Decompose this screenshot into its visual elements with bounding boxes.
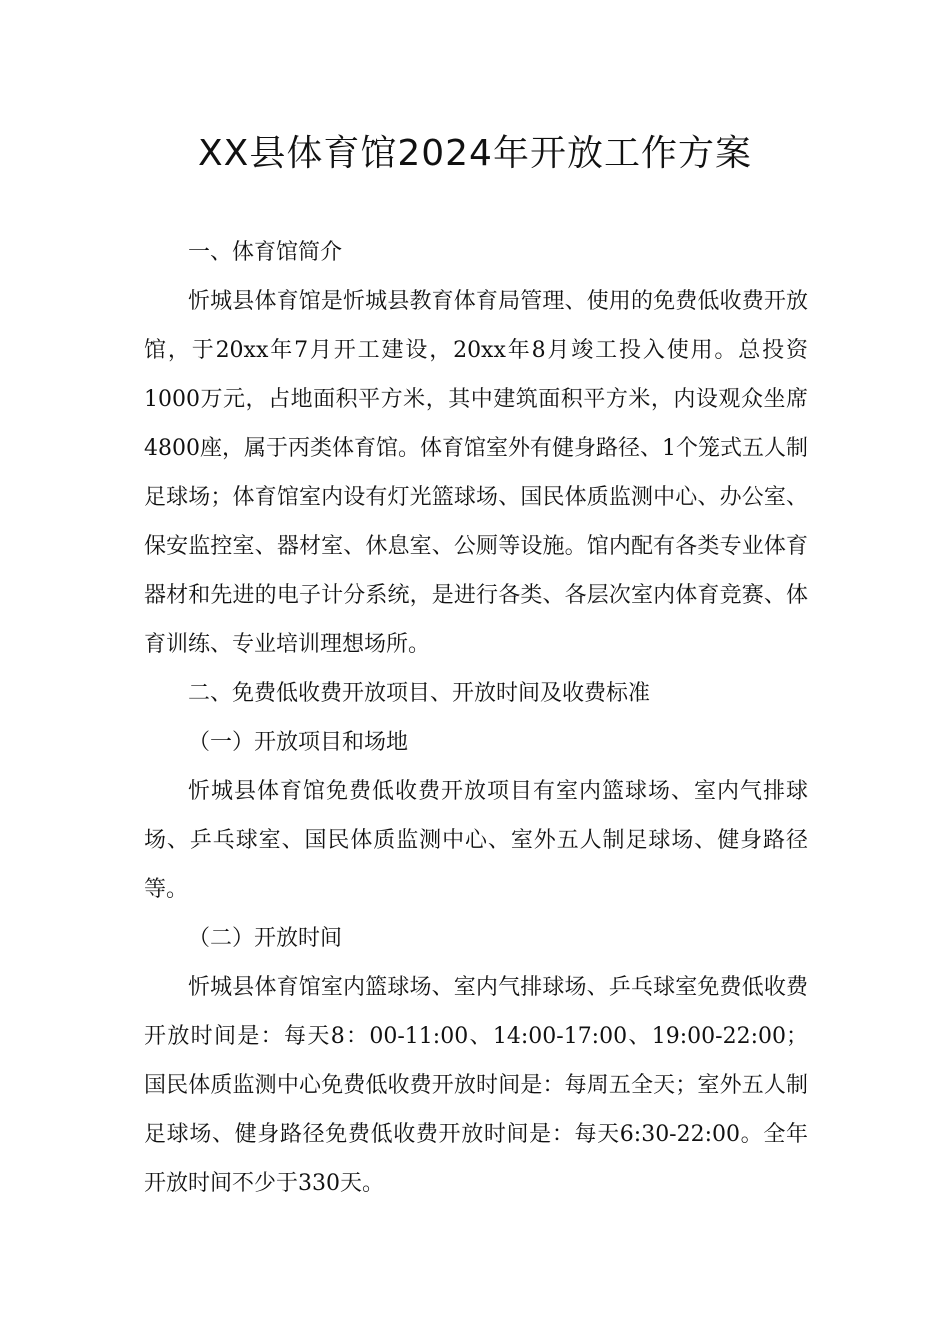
- document-body: [144, 228, 808, 1208]
- paragraph-intro: 忻城县体育馆是忻城县教育体育局管理、使用的免费低收费开放馆，于20xx年7月开工建设，20xx年8月竣工投入使用。总投资1000万元，占地面积平方米，其中建筑面积平方米，内设观众坐席4800座，属于丙类体育馆。体育馆室外有健身路径、1个笼式五人制足球场；体育馆室内设有灯光篮球场、国民体质监测中心、办公室、保安监控室、器材室、休息室、公厕等设施。馆内配有各类专业体育器材和先进的电子计分系统，是进行各类、各层次室内体育竞赛、体育训练、专业培训理想场所。: [144, 289, 808, 657]
- section-heading-intro: 一、体育馆简介: [188, 240, 343, 265]
- subheading-projects-venues: （一）开放项目和场地: [188, 730, 409, 755]
- subheading-opening-hours: （二）开放时间: [188, 926, 343, 951]
- paragraph-projects: 忻城县体育馆免费低收费开放项目有室内篮球场、室内气排球场、乒乓球室、国民体质监测中心、室外五人制足球场、健身路径等。: [144, 779, 808, 902]
- section-heading-open-projects: 二、免费低收费开放项目、开放时间及收费标准: [188, 681, 651, 706]
- paragraph-opening-hours: 忻城县体育馆室内篮球场、室内气排球场、乒乓球室免费低收费开放时间是：每天8：00-11:00、14:00-17:00、19:00-22:00；国民体质监测中心免费低收费开放时间是：每周五全天；室外五人制足球场、健身路径免费低收费开放时间是：每天6:30-22:00。全年开放时间不少于330天。: [144, 975, 808, 1196]
- document-title: XX县体育馆2024年开放工作方案: [198, 133, 752, 174]
